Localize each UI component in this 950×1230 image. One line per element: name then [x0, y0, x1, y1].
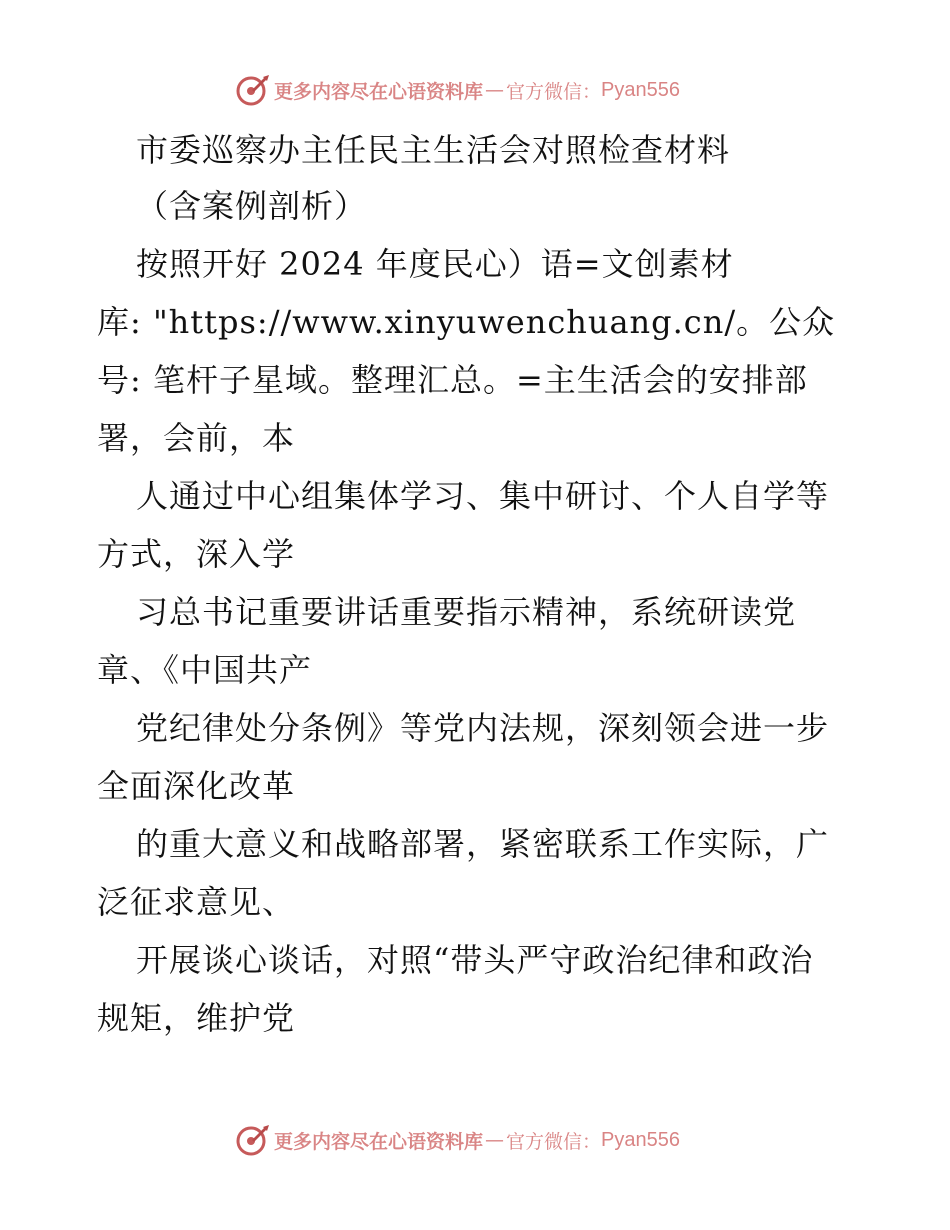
paragraph-line: 开展谈心谈话，对照“带头严守政治纪律和政治	[136, 941, 814, 979]
paragraph-line: 方式，深入学	[97, 535, 296, 573]
document-subtitle: （含案例剖析）	[136, 187, 368, 225]
paragraph-line: 习总书记重要讲话重要指示精神，系统研读党	[136, 593, 797, 631]
footer-banner	[236, 1122, 716, 1158]
paragraph-line: 党纪律处分条例》等党内法规，深刻领会进一步	[136, 709, 830, 747]
paragraph-line: 署，会前，本	[97, 419, 296, 457]
banner-dash: —	[485, 1129, 505, 1151]
paragraph-line: 规矩，维护党	[97, 999, 296, 1037]
banner-wechat-label: 官方微信：	[506, 1130, 602, 1153]
banner-dash: —	[485, 79, 505, 101]
banner-wechat-handle: Pyan556	[601, 1128, 680, 1151]
paragraph-line: 章、《中国共产	[97, 651, 313, 689]
paragraph-line: 库: "https://www.xinyuwenchuang.cn/。公众	[97, 303, 836, 341]
banner-wechat-handle: Pyan556	[601, 78, 680, 101]
paragraph-line: 全面深化改革	[97, 767, 296, 805]
banner-brand-text: 更多内容尽在心语资料库	[274, 80, 484, 103]
quill-logo-icon	[236, 1123, 270, 1157]
banner-wechat-label: 官方微信：	[506, 80, 602, 103]
quill-logo-icon	[236, 73, 270, 107]
banner-brand-text: 更多内容尽在心语资料库	[274, 1130, 484, 1153]
header-banner	[236, 72, 716, 108]
paragraph-line: 的重大意义和战略部署，紧密联系工作实际，广	[136, 825, 830, 863]
paragraph-line: 号: 笔杆子星域。整理汇总。=主生活会的安排部	[97, 361, 808, 399]
paragraph-line: 人通过中心组集体学习、集中研讨、个人自学等	[136, 477, 830, 515]
paragraph-line: 按照开好 2024 年度民心）语=文创素材	[136, 245, 734, 283]
document-title: 市委巡察办主任民主生活会对照检查材料	[136, 131, 731, 169]
paragraph-line: 泛征求意见、	[97, 883, 296, 921]
